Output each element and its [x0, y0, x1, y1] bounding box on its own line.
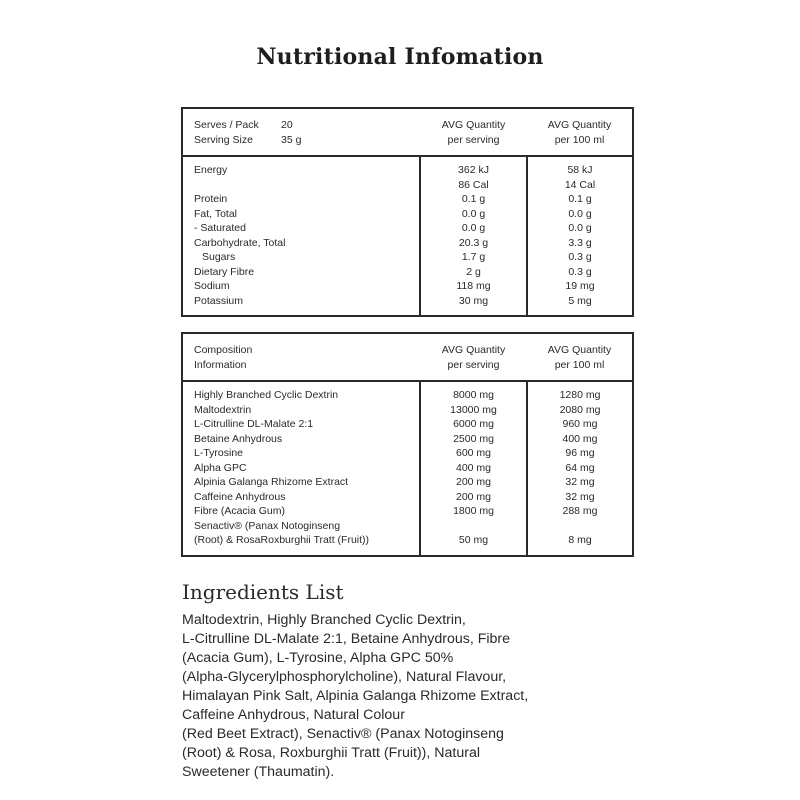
nutrient-value: 0.1 g	[568, 193, 592, 205]
nutrient-value: 0.0 g	[568, 207, 592, 220]
nutrient-value: 0.3 g	[568, 251, 592, 263]
serving-size-value: 35 g	[281, 133, 302, 146]
nutrient-name: - Saturated	[194, 222, 246, 234]
ingredient-name: Betaine Anhydrous	[194, 432, 283, 445]
ingredient-name: L-Tyrosine	[194, 447, 244, 459]
ingredient-value: 8 mg	[568, 534, 592, 546]
composition-header-cell: Composition Information	[194, 344, 253, 371]
nutrient-names-column	[182, 156, 420, 316]
ingredient-name: Maltodextrin	[194, 403, 252, 416]
nutrient-value: 2 g	[466, 265, 481, 278]
nutrient-name: Energy	[194, 164, 228, 176]
nutrient-value: 20.3 g	[458, 236, 489, 249]
nutrient-value: 5 mg	[568, 294, 592, 307]
ingredient-name: (Root) & RosaRoxburghii Tratt (Fruit))	[194, 534, 370, 546]
ingredient-value: 1800 mg	[453, 505, 494, 517]
col-header-per-serving: AVG Quantity per serving	[441, 119, 506, 146]
ingredients-line: (Root) & Rosa, Roxburghii Tratt (Fruit)), Natural	[182, 745, 481, 761]
ingredients-line: Sweetener (Thaumatin).	[182, 764, 335, 780]
nutrient-name: Fat, Total	[194, 207, 237, 220]
serves-info-cell	[182, 108, 420, 156]
ingredient-value: 32 mg	[565, 490, 595, 503]
ingredient-value: 96 mg	[565, 447, 595, 459]
nutrient-value: 0.1 g	[461, 193, 486, 205]
ingredient-value: 2500 mg	[453, 432, 494, 445]
ingredients-line: L-Citrulline DL-Malate 2:1, Betaine Anhydrous, Fibre	[182, 631, 511, 647]
ingredient-value: 960 mg	[562, 418, 598, 430]
composition-table	[181, 332, 634, 557]
per-serving-column	[420, 156, 527, 316]
nutrition-table-body	[182, 156, 633, 316]
ingredient-names-column	[182, 381, 420, 556]
nutrient-name: Protein	[194, 193, 228, 205]
nutrient-value: 3.3 g	[568, 236, 592, 249]
nutrition-table-header	[182, 108, 633, 156]
ingredient-name: Fibre (Acacia Gum)	[194, 505, 286, 517]
nutrient-value: 0.0 g	[568, 222, 592, 234]
ingredient-name: Alpinia Galanga Rhizome Extract	[194, 476, 349, 488]
ingredient-value: 200 mg	[455, 476, 492, 488]
nutrient-name: Sugars	[202, 251, 236, 263]
ingredient-value: 6000 mg	[453, 418, 494, 430]
nutrient-value: 19 mg	[565, 280, 595, 292]
ingredient-value	[528, 519, 632, 534]
ingredient-value: 600 mg	[455, 447, 492, 459]
serves-value: 20	[281, 119, 293, 131]
nutrient-value: 362 kJ	[458, 164, 489, 176]
ingredients-line: Himalayan Pink Salt, Alpinia Galanga Rhizome Extract,	[182, 688, 529, 704]
ingredients-line: (Acacia Gum), L-Tyrosine, Alpha GPC 50%	[182, 650, 454, 666]
nutrient-value: 14 Cal	[564, 178, 596, 191]
ingredient-value: 2080 mg	[559, 403, 601, 416]
per-100ml-column	[527, 156, 633, 316]
ingredient-value	[421, 519, 526, 534]
nutrient-value: 1.7 g	[461, 251, 486, 263]
ingredient-name: Alpha GPC	[194, 461, 247, 474]
nutrient-value: 30 mg	[458, 294, 489, 307]
nutrient-name: Dietary Fibre	[194, 265, 255, 278]
per-100ml-column	[527, 381, 633, 556]
ingredient-value: 50 mg	[458, 534, 489, 546]
ingredient-value: 32 mg	[565, 476, 595, 488]
ingredient-value: 200 mg	[455, 490, 492, 503]
ingredient-value: 64 mg	[565, 461, 595, 474]
ingredients-line: (Red Beet Extract), Senactiv® (Panax Notoginseng	[182, 726, 504, 742]
per-serving-column	[420, 381, 527, 556]
serves-label: Serves / Pack	[194, 119, 259, 131]
ingredients-title: Ingredients List	[182, 580, 344, 604]
page-title: Nutritional Infomation	[256, 44, 544, 70]
ingredients-list	[182, 611, 642, 782]
nutrient-name: Carbohydrate, Total	[194, 236, 286, 249]
nutrient-name: Potassium	[194, 294, 244, 307]
ingredients-line: Caffeine Anhydrous, Natural Colour	[182, 707, 405, 723]
col-header-per-100ml: AVG Quantity per 100 ml	[547, 344, 612, 371]
ingredient-name: Senactiv® (Panax Notoginseng	[194, 519, 341, 532]
ingredient-value: 400 mg	[455, 461, 492, 474]
ingredient-value: 288 mg	[562, 505, 598, 517]
nutrient-name: Sodium	[194, 280, 230, 292]
col-header-per-100ml: AVG Quantity per 100 ml	[547, 119, 612, 146]
nutrient-value: 58 kJ	[567, 164, 593, 176]
ingredient-value: 400 mg	[562, 432, 598, 445]
ingredient-value: 1280 mg	[559, 389, 601, 401]
composition-table-body	[182, 381, 633, 556]
ingredient-name: L-Citrulline DL-Malate 2:1	[194, 418, 314, 430]
nutrient-name	[194, 178, 419, 193]
nutrition-table	[181, 107, 634, 317]
ingredients-line: (Alpha-Glycerylphosphorylcholine), Natural Flavour,	[182, 669, 507, 685]
nutrient-value: 0.0 g	[461, 207, 486, 220]
nutrient-value: 118 mg	[456, 280, 491, 292]
nutrient-value: 0.3 g	[568, 265, 592, 278]
ingredient-name: Caffeine Anhydrous	[194, 490, 286, 503]
ingredient-value: 13000 mg	[450, 403, 497, 416]
ingredient-name: Highly Branched Cyclic Dextrin	[194, 389, 339, 401]
ingredients-line: Maltodextrin, Highly Branched Cyclic Dextrin,	[182, 612, 466, 628]
nutrient-value: 86 Cal	[458, 178, 489, 191]
col-header-per-serving: AVG Quantity per serving	[441, 344, 506, 371]
ingredient-value: 8000 mg	[453, 389, 494, 401]
nutrient-value: 0.0 g	[461, 222, 486, 234]
composition-table-header	[182, 333, 633, 381]
serving-size-label: Serving Size	[194, 133, 253, 146]
